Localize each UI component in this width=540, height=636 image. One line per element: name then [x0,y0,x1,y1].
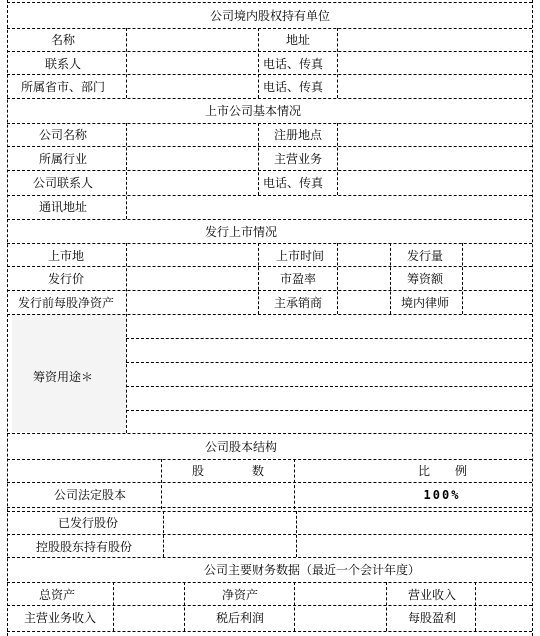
section5-row-divider-1 [7,605,532,606]
section3-bottom-divider [7,433,532,434]
listing-place-label: 上市地 [47,249,85,263]
name-label: 名称 [50,33,76,47]
col-ratio-2: 例 [454,464,468,478]
phone-fax-label: 电话、传真 [262,57,324,71]
section3-col-divider-5 [462,243,463,314]
section4-bottom-divider [7,557,532,558]
fund-use-line-3 [126,386,532,387]
net-profit-label: 税后利润 [215,611,265,625]
issue-price-label: 发行价 [47,272,85,286]
section3-col-divider-2 [258,243,259,314]
outer-left-border [7,0,8,636]
issued-shares-label: 已发行股份 [57,516,119,530]
pre-issue-nav-label: 发行前每股净资产 [17,296,115,310]
fund-use-line-2 [126,362,532,363]
fund-use-line-4 [126,410,532,411]
section4-col-divider-1 [161,459,162,509]
underwriter-label: 主承销商 [273,296,323,310]
fund-use-line-1 [126,338,532,339]
col-ratio-1: 比 [417,464,431,478]
dept-label: 所属省市、部门 [20,80,106,94]
legal-capital-ratio: 100% [423,488,461,502]
section5-col-divider-2 [184,582,185,631]
revenue-label: 营业收入 [407,588,457,602]
section3-row-divider-1 [7,266,532,267]
section-financial-title: 公司主要财务数据（最近一个会计年度） [203,563,421,577]
section5-col-divider-4 [386,582,387,631]
mail-address-label: 通讯地址 [38,200,88,214]
col-shares-2: 数 [251,464,265,478]
main-revenue-label: 主营业务收入 [23,611,97,625]
section2-col-divider-1 [126,123,127,219]
section5-col-divider-1 [113,582,114,631]
section5-col-divider-3 [294,582,295,631]
section3-row-divider-2 [7,290,532,291]
main-business-label: 主营业务 [273,152,323,166]
section4-double-divider [7,507,532,512]
funds-raised-label: 筹资额 [406,272,444,286]
controlling-shares-label: 控股股东持有股份 [35,540,133,554]
section-ipo-title: 发行上市情况 [204,225,278,239]
legal-capital-label: 公司法定股本 [53,488,127,502]
section3-row-divider-3 [7,314,532,315]
section1-row-divider-1 [7,51,532,52]
listing-time-label: 上市时间 [275,249,325,263]
company-contact-label: 公司联系人 [32,176,94,190]
outer-right-border [532,0,533,636]
section2-row-divider-1 [7,146,532,147]
phone-fax-label-2: 电话、传真 [262,80,324,94]
net-assets-label: 净资产 [221,588,259,602]
section-domestic-holder-title: 公司境内股权持有单位 [209,9,331,23]
outer-bottom-border [7,631,532,632]
contact-label: 联系人 [44,57,82,71]
address-label: 地址 [285,33,311,47]
fund-use-label: 筹资用途＊ [32,370,94,384]
section2-col-divider-3 [337,123,338,195]
section3-col-divider-4 [390,243,391,314]
domestic-lawyer-label: 境内律师 [400,296,450,310]
section2-bottom-divider [7,219,532,220]
company-name-label: 公司名称 [38,128,88,142]
section4-row-divider-2 [7,534,532,535]
section4-title-divider [7,459,532,460]
eps-label: 每股盈利 [407,611,457,625]
section4-row-divider-1 [7,482,532,483]
outer-top-border [7,2,532,3]
listed-phone-fax-label: 电话、传真 [262,176,324,190]
col-shares-1: 股 [191,464,205,478]
section5-title-divider [7,582,532,583]
issue-volume-label: 发行量 [406,249,444,263]
section2-title-divider [7,123,532,124]
section3-title-divider [7,243,532,244]
industry-label: 所属行业 [38,152,88,166]
section1-bottom-divider [7,98,532,99]
section5-col-divider-5 [475,582,476,631]
section4-col-divider-2 [294,459,295,509]
section3-col-divider-3 [337,243,338,314]
section1-col-divider-2 [258,28,259,98]
reg-place-label: 注册地点 [273,128,323,142]
section1-row-divider-2 [7,74,532,75]
section-listed-info-title: 上市公司基本情况 [204,104,302,118]
total-assets-label: 总资产 [38,588,76,602]
section1-title-divider [7,28,532,29]
section1-col-divider-3 [337,28,338,98]
section2-col-divider-2 [258,123,259,195]
section2-row-divider-2 [7,170,532,171]
section-equity-title: 公司股本结构 [204,440,278,454]
section1-col-divider-1 [126,28,127,98]
pe-ratio-label: 市盈率 [279,272,317,286]
section2-row-divider-3 [7,195,532,196]
